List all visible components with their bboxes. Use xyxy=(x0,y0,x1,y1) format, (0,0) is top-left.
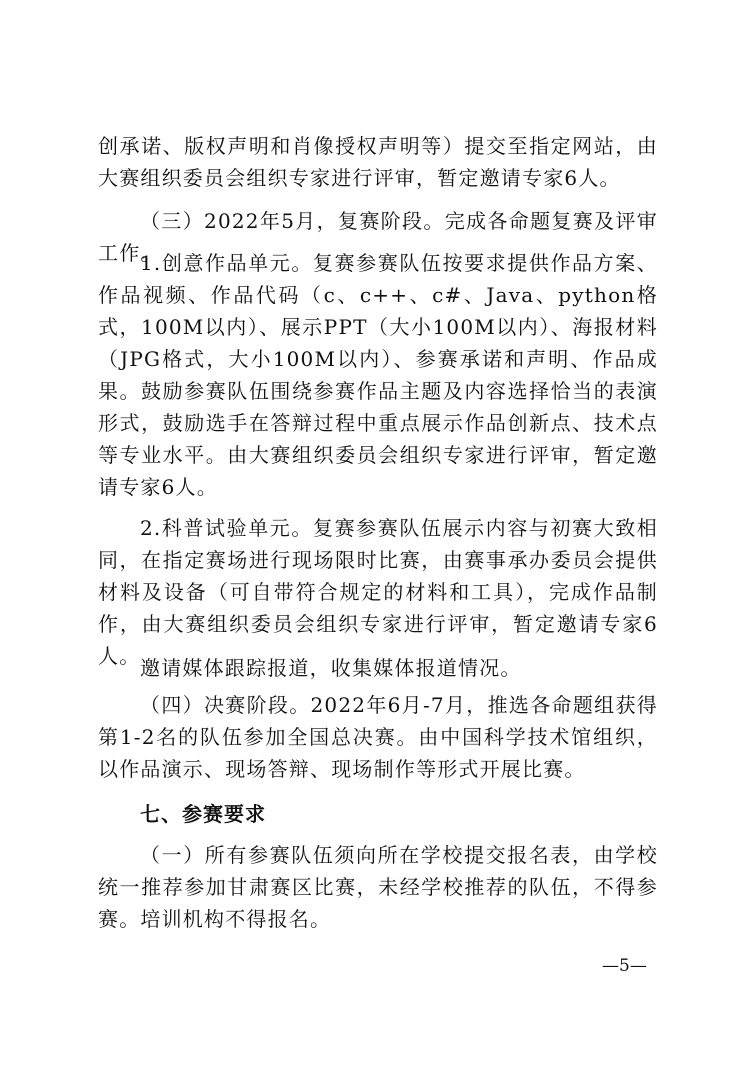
section-heading-requirements: 七、参赛要求 xyxy=(140,802,266,826)
paragraph-continued-submission: 创承诺、版权声明和肖像授权声明等）提交至指定网站，由大赛组织委员会组织专家进行评审，暂定邀请专家6人。 xyxy=(98,134,658,190)
paragraph-creative-works-unit: 1.创意作品单元。复赛参赛队伍按要求提供作品方案、作品视频、作品代码（c、c++、c#、Java、python格式，100M以内）、展示PPT（大小100M以内）、海报材料（JPG格式，大小100M以内）、参赛承诺和声明、作品成果。鼓励参赛队伍围绕参赛作品主题及内容选择恰当的表演形式，鼓励选手在答辩过程中重点展示作品创新点、技术点等专业水平。由大赛组织委员会组织专家进行评审，暂定邀请专家6人。 xyxy=(98,251,658,499)
paragraph-final-stage: （四）决赛阶段。2022年6月-7月，推选各命题组获得第1-2名的队伍参加全国总决赛。由中国科学技术馆组织，以作品演示、现场答辩、现场制作等形式开展比赛。 xyxy=(98,693,658,781)
paragraph-registration-requirement: （一）所有参赛队伍须向所在学校提交报名表，由学校统一推荐参加甘肃赛区比赛，未经学校推荐的队伍，不得参赛。培训机构不得报名。 xyxy=(98,843,658,931)
page-number: —5— xyxy=(602,956,647,976)
paragraph-science-experiment-unit: 2.科普试验单元。复赛参赛队伍展示内容与初赛大致相同，在指定赛场进行现场限时比赛，由赛事承办委员会提供材料及设备（可自带符合规定的材料和工具），完成作品制作，由大赛组织委员会组织专家进行评审，暂定邀请专家6人。 xyxy=(98,516,658,668)
paragraph-semifinal-stage: （三）2022年5月，复赛阶段。完成各命题复赛及评审工作。 xyxy=(98,209,658,265)
paragraph-media-coverage: 邀请媒体跟踪报道，收集媒体报道情况。 xyxy=(140,656,522,680)
